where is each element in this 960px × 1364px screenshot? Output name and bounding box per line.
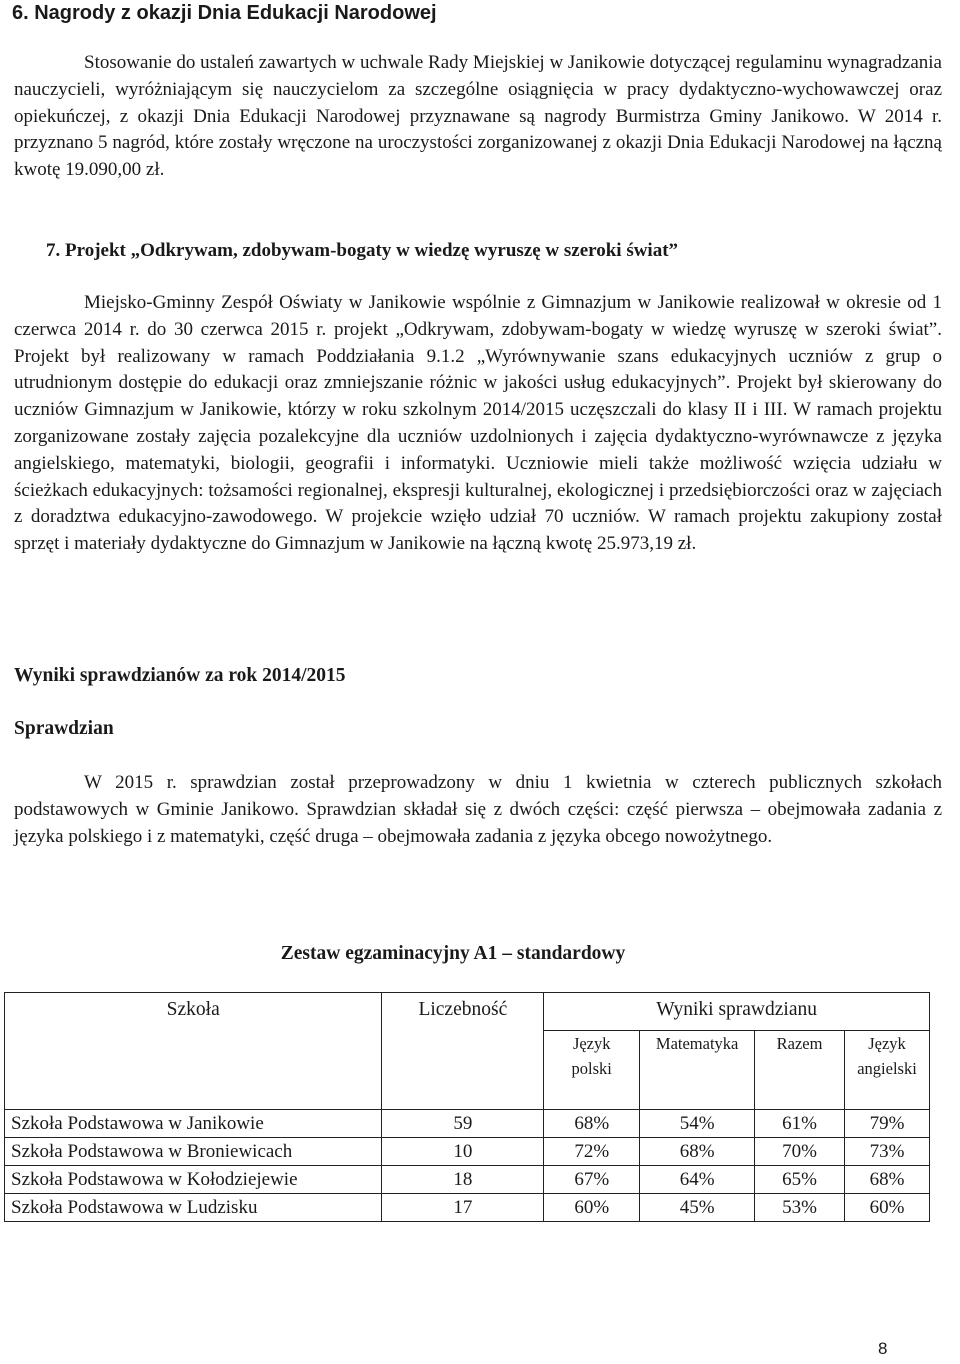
cell-english: 79% <box>845 1110 930 1138</box>
cell-school: Szkoła Podstawowa w Broniewicach <box>5 1138 382 1166</box>
results-heading: Wyniki sprawdzianów za rok 2014/2015 <box>14 665 346 686</box>
cell-count: 59 <box>382 1110 544 1138</box>
cell-math: 45% <box>640 1194 755 1222</box>
table-row <box>5 1110 930 1138</box>
cell-english: 73% <box>845 1138 930 1166</box>
cell-english: 60% <box>845 1194 930 1222</box>
cell-school: Szkoła Podstawowa w Kołodziejewie <box>5 1166 382 1194</box>
cell-polish: 68% <box>544 1110 640 1138</box>
cell-school: Szkoła Podstawowa w Ludzisku <box>5 1194 382 1222</box>
results-subheading: Sprawdzian <box>14 718 114 739</box>
cell-math: 68% <box>640 1138 755 1166</box>
subheader-english: Język angielski <box>845 1031 930 1110</box>
cell-polish: 60% <box>544 1194 640 1222</box>
cell-count: 18 <box>382 1166 544 1194</box>
cell-polish: 72% <box>544 1138 640 1166</box>
header-count: Liczebność <box>382 993 544 1110</box>
results-table <box>4 992 930 1222</box>
subheader-total: Razem <box>755 1031 845 1110</box>
table-row <box>5 1166 930 1194</box>
cell-polish: 67% <box>544 1166 640 1194</box>
header-results: Wyniki sprawdzianu <box>544 993 930 1031</box>
cell-math: 54% <box>640 1110 755 1138</box>
section-7-paragraph: Miejsko-Gminny Zespół Oświaty w Janikowie wspólnie z Gimnazjum w Janikowie realizował w okresie od 1 czerwca 2014 r. do 30 czerwca 2015 r. projekt „Odkrywam, zdobywam-bogaty w wiedzę wyruszę w szeroki świat”. Projekt był realizowany w ramach Poddziałania 9.1.2 „Wyrównywanie szans edukacyjnych uczniów z grup o utrudnionym dostępie do edukacji oraz zmniejszanie różnic w jakości usług edukacyjnych”. Projekt był skierowany do uczniów Gimnazjum w Janikowie, którzy w roku szkolnym 2014/2015 uczęszczali do klasy II i III. W ramach projektu zorganizowane zostały zajęcia pozalekcyjne dla uczniów uzdolnionych i zajęcia dydaktyczno-wyrównawcze z języka angielskiego, matematyki, biologii, geografii i informatyki. Uczniowie mieli także możliwość wzięcia udziału w ścieżkach edukacyjnych: tożsamości regionalnej, ekspresji kulturalnej, ekologicznej i przedsiębiorczości oraz w zajęciach z doradztwa edukacyjno-zawodowego. W projekcie wzięło udział 70 uczniów. W ramach projektu zakupiony został sprzęt i materiały dydaktyczne do Gimnazjum w Janikowie na łączną kwotę 25.973,19 zł. <box>14 292 942 555</box>
cell-school: Szkoła Podstawowa w Janikowie <box>5 1110 382 1138</box>
header-school: Szkoła <box>5 993 382 1110</box>
subheader-polish: Język polski <box>544 1031 640 1110</box>
cell-math: 64% <box>640 1166 755 1194</box>
table-title: Zestaw egzaminacyjny A1 – standardowy <box>280 943 626 964</box>
page-number: 8 <box>878 1339 888 1358</box>
cell-total: 65% <box>755 1166 845 1194</box>
cell-total: 61% <box>755 1110 845 1138</box>
section-7-title: 7. Projekt „Odkrywam, zdobywam-bogaty w wiedzę wyruszę w szeroki świat” <box>46 240 679 261</box>
cell-count: 17 <box>382 1194 544 1222</box>
cell-count: 10 <box>382 1138 544 1166</box>
table-header-row <box>5 993 930 1031</box>
section-6-title: 6. Nagrody z okazji Dnia Edukacji Narodowej <box>12 2 437 24</box>
cell-total: 53% <box>755 1194 845 1222</box>
results-paragraph: W 2015 r. sprawdzian został przeprowadzony w dniu 1 kwietnia w czterech publicznych szkołach podstawowych w Gminie Janikowo. Sprawdzian składał się z dwóch części: część pierwsza – obejmowała zadania z języka polskiego i z matematyki, część druga – obejmowała zadania z języka obcego nowożytnego. <box>14 772 942 847</box>
table-row <box>5 1138 930 1166</box>
table-row <box>5 1194 930 1222</box>
cell-total: 70% <box>755 1138 845 1166</box>
subheader-math: Matematyka <box>640 1031 755 1110</box>
cell-english: 68% <box>845 1166 930 1194</box>
section-6-paragraph: Stosowanie do ustaleń zawartych w uchwale Rady Miejskiej w Janikowie dotyczącej regulaminu wynagradzania nauczycieli, wyróżniającym się nauczycielom za szczególne osiągnięcia w pracy dydaktyczno-wychowawczej oraz opiekuńczej, z okazji Dnia Edukacji Narodowej przyznawane są nagrody Burmistrza Gminy Janikowo. W 2014 r. przyznano 5 nagród, które zostały wręczone na uroczystości zorganizowanej z okazji Dnia Edukacji Narodowej na łączną kwotę 19.090,00 zł. <box>14 52 942 181</box>
